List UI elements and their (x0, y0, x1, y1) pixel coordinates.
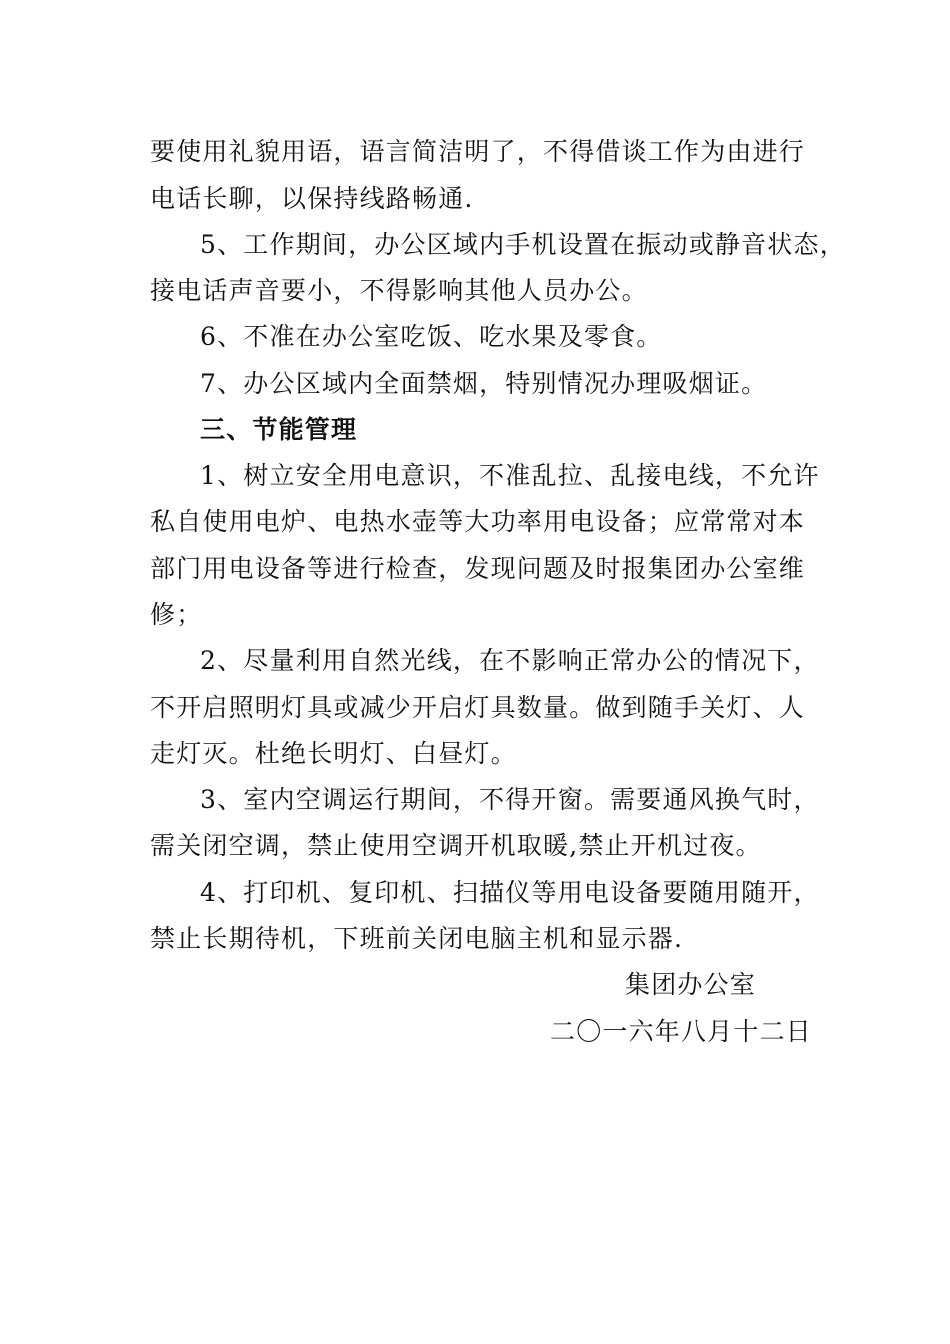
paragraph-line: 修； (150, 600, 203, 629)
paragraph-line: 5、工作期间，办公区域内手机设置在振动或静音状态， (200, 230, 846, 259)
signature-office: 集团办公室 (625, 970, 757, 999)
paragraph-line: 4、打印机、复印机、扫描仪等用电设备要随用随开， (200, 878, 820, 907)
paragraph-line: 走灯灭。杜绝长明灯、白昼灯。 (150, 739, 517, 768)
paragraph-line: 部门用电设备等进行检查，发现问题及时报集团办公室维 (150, 554, 806, 583)
paragraph-line: 需关闭空调，禁止使用空调开机取暖,禁止开机过夜。 (150, 831, 762, 860)
paragraph-line: 禁止长期待机，下班前关闭电脑主机和显示器. (150, 924, 684, 953)
paragraph-line: 接电话声音要小，不得影响其他人员办公。 (150, 276, 648, 305)
section-heading: 三、节能管理 (200, 415, 358, 444)
signature-date: 二〇一六年八月十二日 (550, 1017, 813, 1046)
paragraph-line: 要使用礼貌用语，语言简洁明了，不得借谈工作为由进行 (150, 137, 806, 166)
paragraph-line: 1、树立安全用电意识，不准乱拉、乱接电线，不允许 (200, 461, 820, 490)
paragraph-line: 3、室内空调运行期间，不得开窗。需要通风换气时， (200, 785, 820, 814)
paragraph-line: 2、尽量利用自然光线，在不影响正常办公的情况下， (200, 646, 820, 675)
paragraph-line: 电话长聊，以保持线路畅通. (150, 184, 474, 213)
paragraph-line: 私自使用电炉、电热水壶等大功率用电设备；应常常对本 (150, 507, 806, 536)
paragraph-line: 不开启照明灯具或减少开启灯具数量。做到随手关灯、人 (150, 693, 806, 722)
paragraph-line: 6、不准在办公室吃饭、吃水果及零食。 (200, 322, 663, 351)
paragraph-line: 7、办公区域内全面禁烟，特别情况办理吸烟证。 (200, 369, 768, 398)
